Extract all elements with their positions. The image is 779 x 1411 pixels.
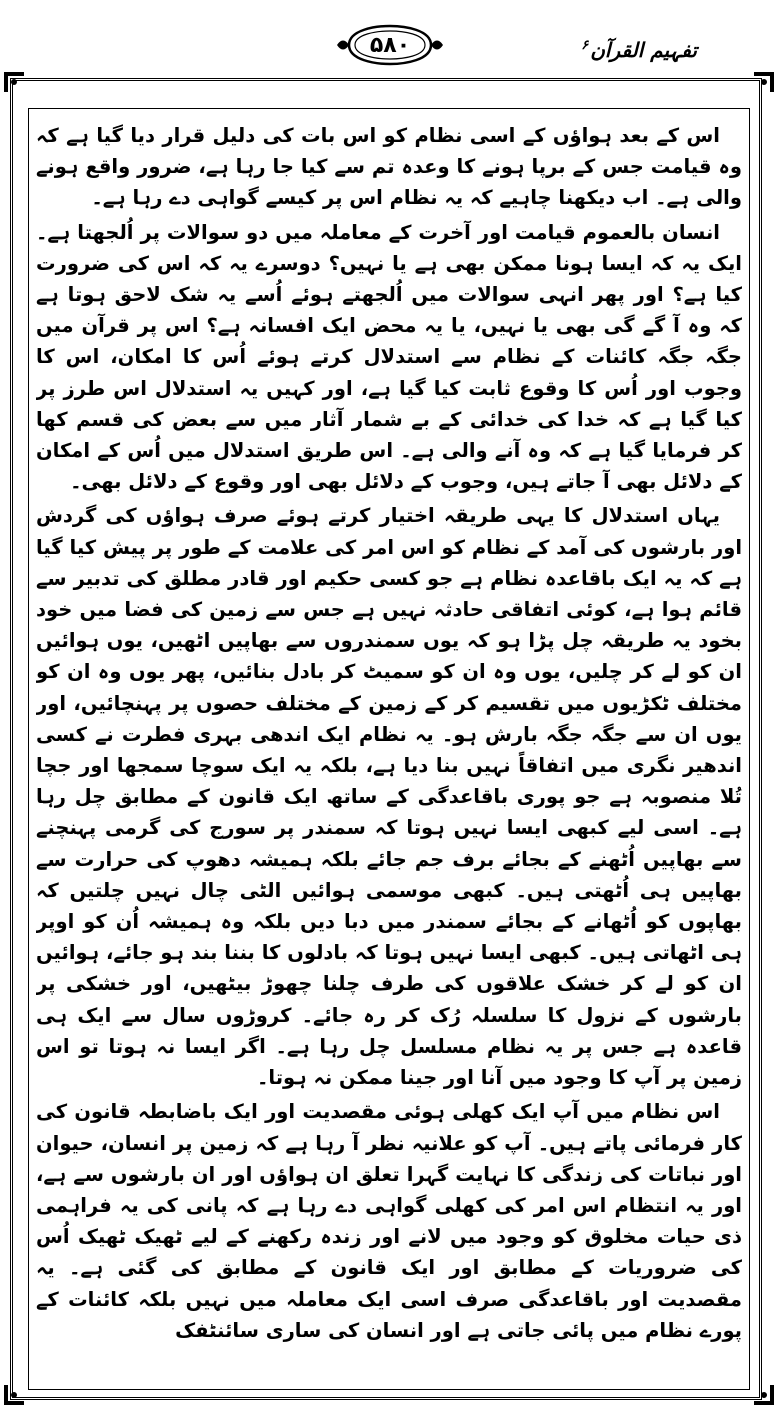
corner-ornament-icon xyxy=(752,1383,776,1407)
book-title: تفہیم القرآن xyxy=(590,38,697,62)
paragraph: انسان بالعموم قیامت اور آخرت کے معاملہ میں دو سوالات پر اُلجھتا ہے۔ ایک یہ کہ ایسا ہونا ممکن بھی ہے یا نہیں؟ دوسرے یہ کہ اس کی ضرورت کیا ہے؟ اور پھر انہی سوالات میں اُلجھتے ہوئے اُسے یہ شک لاحق ہوتا ہے کہ وہ آ گے گی بھی یا نہیں، یا یہ محض ایک افسانہ ہے؟ اس پر قرآن میں جگہ جگہ کائنات کے نظام سے استدلال کرتے ہوئے اُس کا امکان، اس کا وجوب اور اُس کا وقوع ثابت کیا گیا ہے، اور کہیں یہ استدلال اس طرز پر کیا گیا ہے کہ خدا کی خدائی کے بے شمار آثار میں سے بعض کی قسم کھا کر فرمایا گیا ہے کہ وہ آنے والی ہے۔ اس طریق استدلال میں اُس کے امکان کے دلائل بھی آ جاتے ہیں، وجوب کے دلائل بھی اور وقوع کے دلائل بھی۔ xyxy=(36,220,742,494)
page-header xyxy=(0,0,779,80)
page-number: ۵۸۰ xyxy=(369,32,411,58)
paragraph: اس نظام میں آپ ایک کھلی ہوئی مقصدیت اور ایک باضابطہ قانون کی کار فرمائی پاتے ہیں۔ آپ کو علانیہ نظر آ رہا ہے کہ زمین پر انسان، حیوان اور نباتات کی زندگی کا نہایت گہرا تعلق ان ہواؤں اور ان بارشوں سے ہے، اور یہ انتظام اس امر کی کھلی گواہی دے رہا ہے کہ پانی کی یہ فراہمی ذی حیات مخلوق کو وجود میں لانے اور زندہ رکھنے کے لیے ٹھیک ٹھیک اُس کی ضروریات کے مطابق اور ایک قانون کے مطابق کی گئی ہے۔ یہ مقصدیت اور باقاعدگی صرف اسی ایک معاملہ میں نہیں بلکہ کائنات کے پورے نظام میں پائی جاتی ہے اور انسان کی ساری سائنٹفک xyxy=(36,1100,742,1342)
running-title xyxy=(581,38,697,62)
paragraph: اس کے بعد ہواؤں کے اسی نظام کو اس بات کی دلیل قرار دیا گیا ہے کہ وہ قیامت جس کے برپا ہونے کا وعدہ تم سے کیا جا رہا ہے، ضرور واقع ہونے والی ہے۔ اب دیکھنا چاہیے کہ یہ نظام اس پر کیسے گواہی دے رہا ہے۔ xyxy=(36,124,742,210)
corner-ornament-icon xyxy=(2,70,26,94)
volume-number: ۶ xyxy=(581,38,589,54)
paragraph: یہاں استدلال کا یہی طریقہ اختیار کرتے ہوئے صرف ہواؤں کی گردش اور بارشوں کی آمد کے نظام کو اس امر کی علامت کے طور پر پیش کیا گیا ہے کہ یہ ایک باقاعدہ نظام ہے جو کسی حکیم اور قادر مطلق کی تدبیر سے قائم ہوا ہے، کوئی اتفاقی حادثہ نہیں ہے جس سے زمین کی فضا میں خود بخود یہ طریقہ چل پڑا ہو کہ یوں سمندروں سے بھاپیں اٹھیں، یوں ہوائیں ان کو لے کر چلیں، یوں وہ ان کو سمیٹ کر بادل بنائیں، پھر یوں وہ ان کو مختلف ٹکڑیوں میں تقسیم کر کے زمین کے مختلف حصوں پر پہنچائیں، اور یوں ان سے جگہ جگہ بارش ہو۔ یہ نظام ایک اندھی بہری فطرت نے کسی اندھیر نگری میں اتفاقاً نہیں بنا دیا ہے، بلکہ یہ ایک سوچا سمجھا اور جچا تُلا منصوبہ ہے جو پوری باقاعدگی کے ساتھ ایک قانون کے مطابق چل رہا ہے۔ اسی لیے کبھی ایسا نہیں ہوتا کہ سمندر پر سورج کی گرمی پہنچنے سے بھاپیں اُٹھنے کے بجائے برف جم جائے بلکہ ہمیشہ دھوپ کی حرارت سے بھاپیں ہی اُٹھتی ہیں۔ کبھی موسمی ہوائیں الٹی چال نہیں چلتیں کہ بھاپوں کو اُٹھانے کے بجائے سمندر میں دبا دیں بلکہ وہ ہمیشہ اُن کو اوپر ہی اٹھاتی ہیں۔ کبھی ایسا نہیں ہوتا کہ بادلوں کا بننا بند ہو جائے، ہوائیں ان کو لے کر خشک علاقوں کی طرف چلنا چھوڑ بیٹھیں، اور خشکی پر بارشوں کے نزول کا سلسلہ رُک کر رہ جائے۔ کروڑوں سال سے ایک ہی قاعدہ ہے جس پر یہ نظام مسلسل چل رہا ہے۔ اگر ایسا نہ ہوتا تو اس زمین پر آپ کا وجود میں آنا اور جینا ممکن نہ ہوتا۔ xyxy=(36,504,742,1090)
text-body xyxy=(36,120,742,1392)
corner-ornament-icon xyxy=(752,70,776,94)
page-number-badge xyxy=(335,22,445,68)
corner-ornament-icon xyxy=(2,1383,26,1407)
